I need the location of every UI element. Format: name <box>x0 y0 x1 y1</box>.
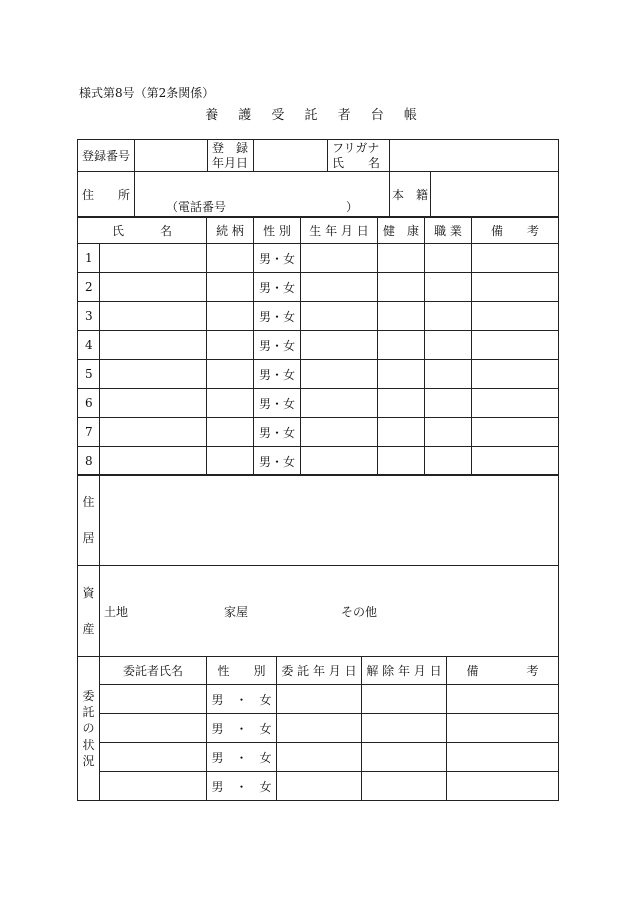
honseki-label: 本 籍 <box>390 172 431 218</box>
entrust-status-label <box>78 657 100 801</box>
member-relation-cell[interactable] <box>207 302 254 331</box>
assets-field[interactable] <box>100 566 559 657</box>
column-header-birthdate: 生 年 月 日 <box>301 217 378 244</box>
member-name-cell[interactable] <box>100 273 207 302</box>
member-birthdate-cell[interactable] <box>301 244 378 273</box>
entrust-remarks-cell[interactable] <box>447 685 559 714</box>
column-header-release-date: 解 除 年 月 日 <box>362 657 447 685</box>
table-row <box>78 772 559 801</box>
member-relation-cell[interactable] <box>207 389 254 418</box>
entrust-date-cell[interactable] <box>277 714 362 743</box>
member-sex-cell[interactable]: 男・女 <box>254 273 301 302</box>
column-header-entrust-date: 委 託 年 月 日 <box>277 657 362 685</box>
column-header-remarks: 備 考 <box>472 217 559 244</box>
table-row <box>78 302 559 331</box>
dwelling-field[interactable] <box>100 475 559 566</box>
entrust-sex-cell[interactable]: 男 ・ 女 <box>207 772 277 801</box>
member-sex-cell[interactable]: 男・女 <box>254 360 301 389</box>
entrust-table <box>77 656 559 801</box>
member-relation-cell[interactable] <box>207 418 254 447</box>
member-name-cell[interactable] <box>100 447 207 476</box>
member-occupation-cell[interactable] <box>425 418 472 447</box>
row-number: 4 <box>78 331 100 360</box>
member-name-cell[interactable] <box>100 418 207 447</box>
assets-label <box>78 566 100 657</box>
member-occupation-cell[interactable] <box>425 360 472 389</box>
table-row <box>78 244 559 273</box>
member-name-cell[interactable] <box>100 244 207 273</box>
member-remarks-cell[interactable] <box>472 447 559 476</box>
member-health-cell[interactable] <box>378 418 425 447</box>
header-table <box>77 139 559 218</box>
form-number: 様式第8号（第2条関係） <box>79 86 215 100</box>
member-occupation-cell[interactable] <box>425 302 472 331</box>
furigana-label: フリガナ <box>332 140 380 155</box>
member-birthdate-cell[interactable] <box>301 302 378 331</box>
member-name-cell[interactable] <box>100 360 207 389</box>
table-row <box>78 331 559 360</box>
member-remarks-cell[interactable] <box>472 244 559 273</box>
release-date-cell[interactable] <box>362 714 447 743</box>
address-label: 住 所 <box>78 172 135 218</box>
honseki-field[interactable] <box>431 172 559 218</box>
entrust-date-cell[interactable] <box>277 772 362 801</box>
row-number: 1 <box>78 244 100 273</box>
registration-date-label <box>208 140 254 172</box>
entrust-sex-cell[interactable]: 男 ・ 女 <box>207 685 277 714</box>
registration-number-label: 登録番号 <box>78 140 135 172</box>
entrust-label-char: 状 <box>82 737 95 752</box>
member-birthdate-cell[interactable] <box>301 418 378 447</box>
entrust-label-char: 託 <box>82 705 95 720</box>
row-number: 3 <box>78 302 100 331</box>
member-occupation-cell[interactable] <box>425 244 472 273</box>
registration-date-label-line1: 登 録 <box>212 140 249 155</box>
member-health-cell[interactable] <box>378 447 425 476</box>
member-occupation-cell[interactable] <box>425 331 472 360</box>
document-title: 養 護 受 託 者 台 帳 <box>205 108 425 123</box>
release-date-cell[interactable] <box>362 743 447 772</box>
member-health-cell[interactable] <box>378 273 425 302</box>
registration-number-field[interactable] <box>135 140 208 172</box>
member-name-cell[interactable] <box>100 331 207 360</box>
dwelling-assets-table <box>77 474 559 657</box>
entruster-name-cell[interactable] <box>100 685 207 714</box>
row-number: 7 <box>78 418 100 447</box>
address-field[interactable] <box>135 172 390 218</box>
member-sex-cell[interactable]: 男・女 <box>254 244 301 273</box>
row-number: 2 <box>78 273 100 302</box>
member-health-cell[interactable] <box>378 302 425 331</box>
name-label: 氏 名 <box>332 155 381 170</box>
column-header-name: 氏 名 <box>78 217 207 244</box>
row-number: 6 <box>78 389 100 418</box>
members-table <box>77 216 559 476</box>
assets-house-label: 家屋 <box>224 605 249 619</box>
entruster-name-cell[interactable] <box>100 714 207 743</box>
dwelling-label-char1: 住 <box>82 494 95 509</box>
column-header-occupation: 職 業 <box>425 217 472 244</box>
member-remarks-cell[interactable] <box>472 418 559 447</box>
row-number: 8 <box>78 447 100 476</box>
member-birthdate-cell[interactable] <box>301 447 378 476</box>
table-row <box>78 389 559 418</box>
assets-label-char2: 産 <box>82 622 95 636</box>
entrust-sex-cell[interactable]: 男 ・ 女 <box>207 714 277 743</box>
entruster-name-cell[interactable] <box>100 772 207 801</box>
table-row <box>78 447 559 476</box>
entrust-remarks-cell[interactable] <box>447 743 559 772</box>
table-row <box>78 418 559 447</box>
entrust-date-cell[interactable] <box>277 743 362 772</box>
member-sex-cell[interactable]: 男・女 <box>254 389 301 418</box>
table-row <box>78 360 559 389</box>
member-sex-cell[interactable]: 男・女 <box>254 302 301 331</box>
registration-date-label-line2: 年月日 <box>212 155 249 170</box>
entrust-remarks-cell[interactable] <box>447 772 559 801</box>
assets-label-char1: 資 <box>82 585 95 600</box>
member-health-cell[interactable] <box>378 360 425 389</box>
registration-date-field[interactable] <box>254 140 328 172</box>
member-birthdate-cell[interactable] <box>301 389 378 418</box>
member-occupation-cell[interactable] <box>425 389 472 418</box>
member-name-cell[interactable] <box>100 302 207 331</box>
member-relation-cell[interactable] <box>207 244 254 273</box>
member-occupation-cell[interactable] <box>425 273 472 302</box>
member-remarks-cell[interactable] <box>472 331 559 360</box>
furigana-name-field[interactable] <box>390 140 559 172</box>
member-birthdate-cell[interactable] <box>301 331 378 360</box>
member-relation-cell[interactable] <box>207 331 254 360</box>
member-health-cell[interactable] <box>378 244 425 273</box>
phone-label: （電話番号 ） <box>165 200 358 214</box>
furigana-name-label <box>328 140 390 172</box>
member-relation-cell[interactable] <box>207 273 254 302</box>
member-name-cell[interactable] <box>100 389 207 418</box>
column-header-health: 健 康 <box>378 217 425 244</box>
column-header-sex: 性 別 <box>254 217 301 244</box>
release-date-cell[interactable] <box>362 772 447 801</box>
table-row <box>78 273 559 302</box>
member-sex-cell[interactable]: 男・女 <box>254 418 301 447</box>
member-remarks-cell[interactable] <box>472 360 559 389</box>
member-sex-cell[interactable]: 男・女 <box>254 331 301 360</box>
member-relation-cell[interactable] <box>207 360 254 389</box>
member-birthdate-cell[interactable] <box>301 273 378 302</box>
table-row <box>78 685 559 714</box>
entrust-label-char: 況 <box>82 753 95 768</box>
assets-other-label: その他 <box>341 605 378 619</box>
entruster-name-cell[interactable] <box>100 743 207 772</box>
member-health-cell[interactable] <box>378 331 425 360</box>
member-relation-cell[interactable] <box>207 447 254 476</box>
column-header-entrust-sex: 性 別 <box>207 657 277 685</box>
table-row <box>78 714 559 743</box>
column-header-entruster-name: 委託者氏名 <box>100 657 207 685</box>
entrust-sex-cell[interactable]: 男 ・ 女 <box>207 743 277 772</box>
table-row <box>78 743 559 772</box>
assets-land-label: 土地 <box>104 605 129 619</box>
member-remarks-cell[interactable] <box>472 273 559 302</box>
member-birthdate-cell[interactable] <box>301 360 378 389</box>
release-date-cell[interactable] <box>362 685 447 714</box>
member-health-cell[interactable] <box>378 389 425 418</box>
dwelling-label-char2: 居 <box>82 531 95 545</box>
column-header-entrust-remarks: 備 考 <box>447 657 559 685</box>
column-header-relation: 続 柄 <box>207 217 254 244</box>
entrust-label-char: の <box>82 721 95 736</box>
member-remarks-cell[interactable] <box>472 389 559 418</box>
row-number: 5 <box>78 360 100 389</box>
member-remarks-cell[interactable] <box>472 302 559 331</box>
member-sex-cell[interactable]: 男・女 <box>254 447 301 476</box>
entrust-label-char: 委 <box>82 689 95 704</box>
entrust-date-cell[interactable] <box>277 685 362 714</box>
member-occupation-cell[interactable] <box>425 447 472 476</box>
entrust-remarks-cell[interactable] <box>447 714 559 743</box>
dwelling-label <box>78 475 100 566</box>
